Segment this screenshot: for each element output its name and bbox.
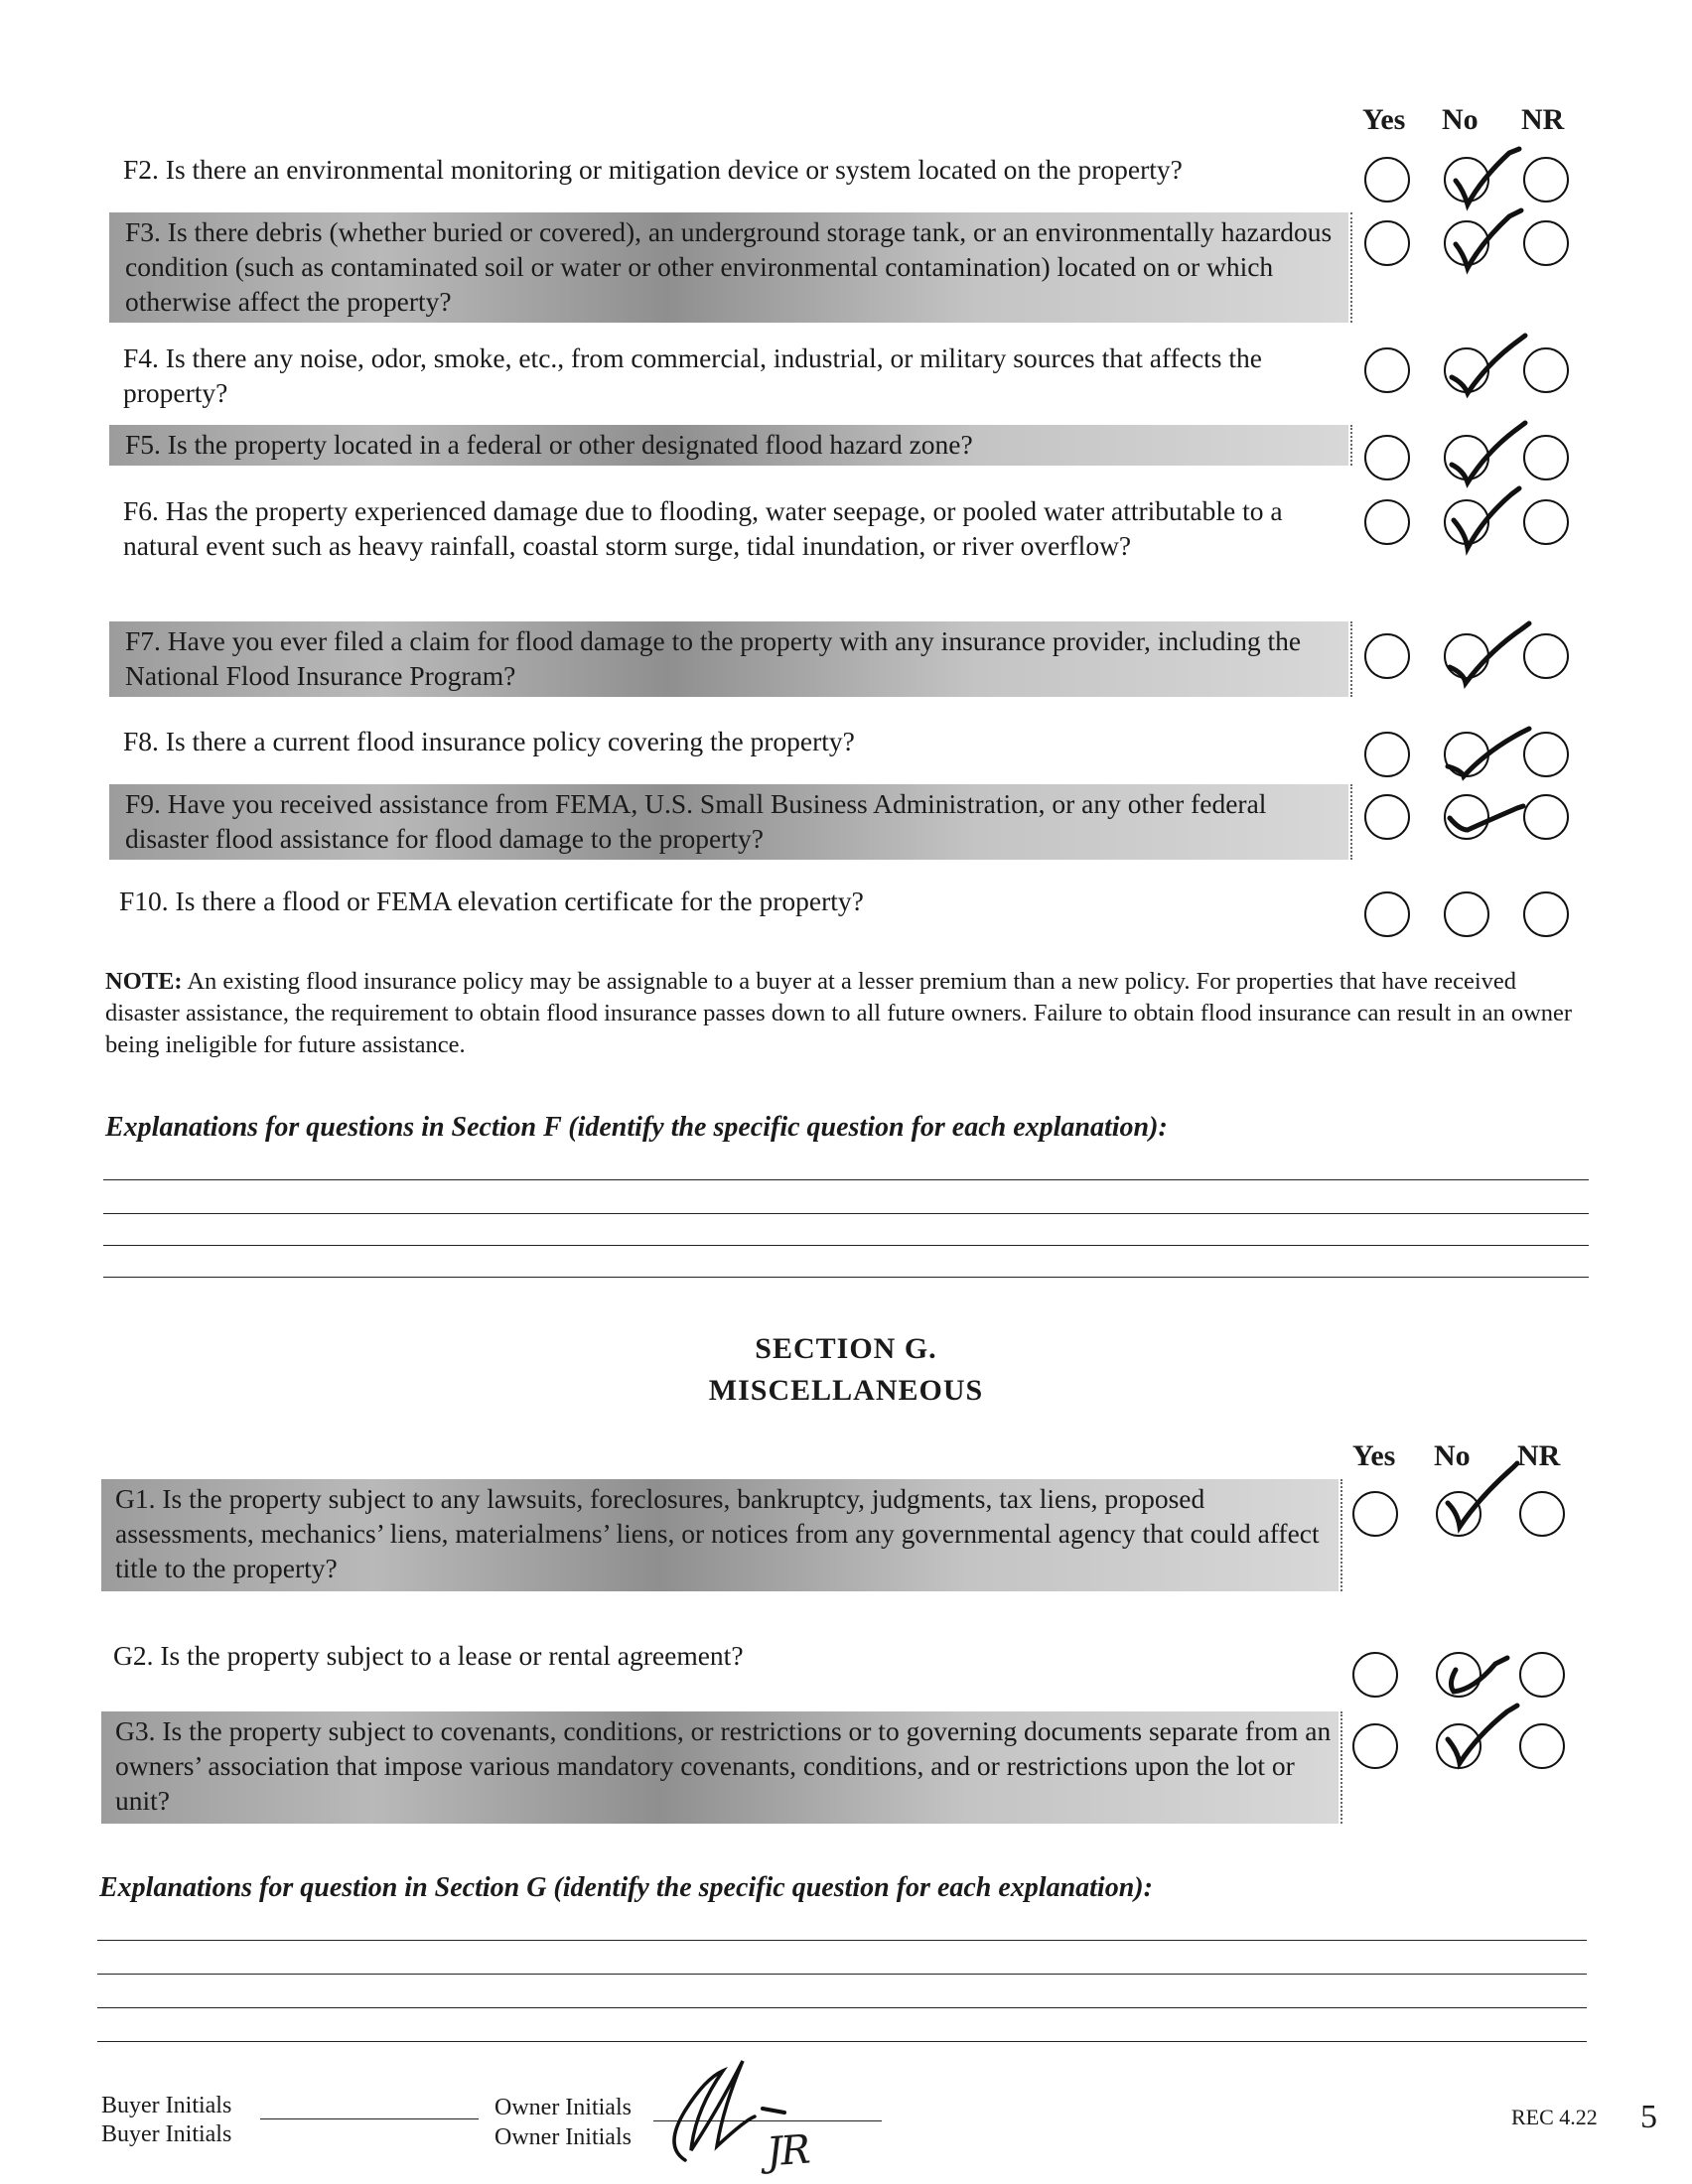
question-g2: G2. Is the property subject to a lease or rental agreement?: [113, 1640, 744, 1671]
owner-initials-label-1: Owner Initials: [494, 2095, 632, 2120]
buyer-initials-label-2: Buyer Initials: [101, 2121, 232, 2147]
g3-check-mark-icon: [1430, 1694, 1549, 1773]
section-g-explanation-line-1[interactable]: [97, 1940, 1587, 1941]
form-code: REC 4.22: [1511, 2105, 1598, 2129]
g2-yes-radio[interactable]: [1352, 1652, 1398, 1698]
f4-yes-radio[interactable]: [1364, 347, 1410, 393]
f7-yes-radio[interactable]: [1364, 633, 1410, 679]
section-f-explanation-line-3[interactable]: [103, 1245, 1589, 1246]
section-f-explanation-line-1[interactable]: [103, 1179, 1589, 1180]
question-f8: F8. Is there a current flood insurance policy covering the property?: [123, 726, 855, 756]
section-g-explanation-line-2[interactable]: [97, 1974, 1587, 1975]
question-g1: G1. Is the property subject to any lawsuits, foreclosures, bankruptcy, judgments, tax liens, proposed assessments, mechanics’ liens, materialmens’ liens, or notices from any governmental agency that could affect title to the property?: [101, 1479, 1339, 1591]
col-yes-label: Yes: [1362, 103, 1406, 136]
g-col-yes-label: Yes: [1352, 1439, 1396, 1472]
f3-yes-radio[interactable]: [1364, 220, 1410, 266]
buyer-initials-field[interactable]: [260, 2118, 479, 2119]
buyer-initials-label-1: Buyer Initials: [101, 2093, 232, 2118]
question-f5: F5. Is the property located in a federal or other designated flood hazard zone?: [109, 425, 1348, 466]
f9-check-mark-icon: [1438, 784, 1557, 864]
note-text: An existing flood insurance policy may be assignable to a buyer at a lesser premium than a new policy. For properties that have received disaster assistance, the requirement to obtain flood insurance passes down to all future owners. Failure to obtain flood insurance can result in an owner being ineligible for future assistance.: [105, 968, 1573, 1058]
question-f4: F4. Is there any noise, odor, smoke, etc., from commercial, industrial, or military sources that affects the property?: [123, 342, 1262, 408]
col-no-label: No: [1442, 103, 1479, 136]
g1-yes-radio[interactable]: [1352, 1491, 1398, 1537]
question-g3: G3. Is the property subject to covenants, conditions, or restrictions or to governing documents separate from an owners’ association that impose various mandatory covenants, conditions, and or restrictions upon the lot or unit?: [101, 1711, 1339, 1824]
f5-yes-radio[interactable]: [1364, 435, 1410, 480]
flood-insurance-note: [105, 966, 1575, 1061]
question-f6: F6. Has the property experienced damage due to flooding, water seepage, or pooled water attributable to a natural event such as heavy rainfall, coastal storm surge, tidal inundation, or river overflow?: [123, 495, 1283, 561]
section-g-explanations-label: Explanations for question in Section G (identify the specific question for each explanation):: [99, 1872, 1153, 1903]
question-f7: F7. Have you ever filed a claim for flood damage to the property with any insurance provider, including the National Flood Insurance Program?: [109, 621, 1348, 697]
f7-check-mark-icon: [1438, 615, 1557, 695]
f2-yes-radio[interactable]: [1364, 157, 1410, 203]
owner-initials-label-2: Owner Initials: [494, 2124, 632, 2150]
f6-check-mark-icon: [1438, 480, 1557, 560]
page-number: 5: [1640, 2099, 1657, 2135]
section-g-explanation-line-3[interactable]: [97, 2007, 1587, 2008]
section-g-explanation-line-4[interactable]: [97, 2041, 1587, 2042]
f4-check-mark-icon: [1438, 328, 1557, 407]
g-col-no-label: No: [1434, 1439, 1471, 1472]
f6-yes-radio[interactable]: [1364, 499, 1410, 545]
owner-signature-text: JR: [765, 2126, 810, 2176]
section-f-explanation-line-2[interactable]: [103, 1213, 1589, 1214]
section-g-subtitle: MISCELLANEOUS: [708, 1374, 984, 1407]
f10-no-radio[interactable]: [1444, 891, 1489, 937]
col-nr-label: NR: [1521, 103, 1565, 136]
section-f-explanations-label: Explanations for questions in Section F (identify the specific question for each explanation):: [105, 1112, 1168, 1143]
f8-check-mark-icon: [1438, 715, 1557, 794]
f10-yes-radio[interactable]: [1364, 891, 1410, 937]
question-f3: F3. Is there debris (whether buried or covered), an underground storage tank, or an environmentally hazardous condition (such as contaminated soil or water or other environmental contamination) located on or which otherwise affect the property?: [109, 212, 1348, 323]
g-col-nr-label: NR: [1517, 1439, 1561, 1472]
f8-yes-radio[interactable]: [1364, 732, 1410, 777]
g1-check-mark-icon: [1430, 1457, 1549, 1537]
section-f-explanation-line-4[interactable]: [103, 1277, 1589, 1278]
question-f10: F10. Is there a flood or FEMA elevation certificate for the property?: [119, 886, 864, 916]
question-f9: F9. Have you received assistance from FEMA, U.S. Small Business Administration, or any other federal disaster flood assistance for flood damage to the property?: [109, 784, 1348, 860]
question-f2: F2. Is there an environmental monitoring or mitigation device or system located on the property?: [123, 154, 1183, 185]
section-g-title: SECTION G.: [755, 1332, 937, 1365]
f10-nr-radio[interactable]: [1523, 891, 1569, 937]
f9-yes-radio[interactable]: [1364, 794, 1410, 840]
g3-yes-radio[interactable]: [1352, 1723, 1398, 1769]
f3-check-mark-icon: [1438, 203, 1557, 282]
note-label: NOTE:: [105, 968, 183, 995]
